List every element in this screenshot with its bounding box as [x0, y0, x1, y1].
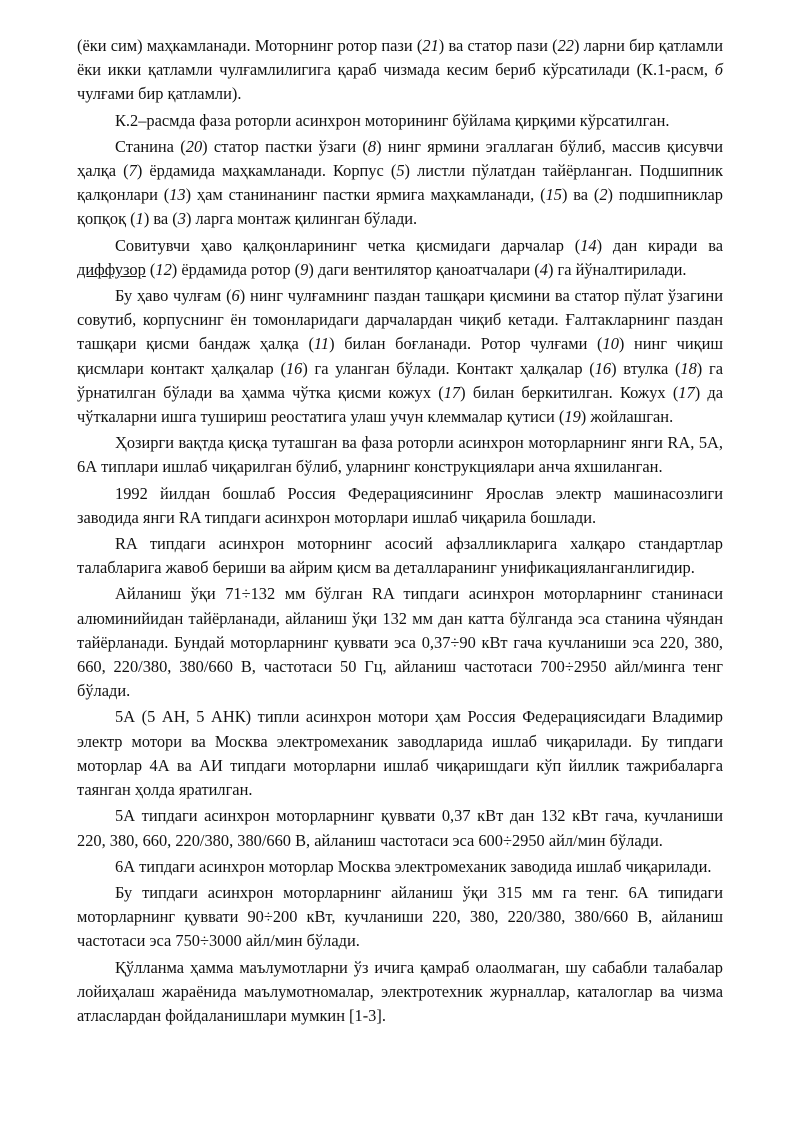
document-page: [77, 34, 723, 1028]
text-run: ) подшипниклар қопқоқ (: [77, 185, 723, 229]
reference-number: 14: [580, 235, 597, 255]
reference-number: 15: [545, 185, 562, 205]
text-run: ) ларга монтаж қилинган бўлади.: [185, 209, 418, 229]
reference-number: 3: [177, 209, 186, 229]
reference-number: 20: [185, 136, 203, 156]
text-run: RA типдаги асинхрон моторнинг асосий афзалликларига халқаро стандартлар талабларига жавоб бериши ва айрим қисм ва деталларанинг унификацияланганлигидир.: [77, 534, 723, 578]
text-run: К.2–расмда фаза роторли асинхрон моторининг бўйлама қирқими кўрсатилган.: [115, 110, 670, 130]
text-run: ) втулка (: [611, 358, 681, 378]
text-run: ) билан беркитилган. Кожух (: [460, 382, 679, 402]
reference-number: 19: [564, 407, 581, 427]
text-run: ) да чўткаларни ишга тушириш реостатига улаш учун клеммалар қутиси (: [77, 382, 724, 427]
reference-number: 10: [602, 334, 619, 354]
reference-number: 17: [443, 382, 461, 402]
paragraph: [77, 582, 723, 703]
text-run: 5А (5 АН, 5 АНК) типли асинхрон мотори ҳам Россия Федерациясидаги Владимир электр мотори ва Москва электромеханик заводларида ишлаб чиқарилади. Бу типдаги моторлар 4А ва АИ типдаги моторларни ишлаб чиқаришдаги кўп йиллик тажрибаларга таянган ҳолда яратилган.: [77, 707, 723, 800]
paragraph: [77, 956, 723, 1029]
text-run: ) га ўрнатилган бўлади ва ҳамма чўтка қисми кожух (: [77, 358, 723, 402]
text-run: (: [145, 259, 156, 279]
reference-number: 18: [680, 358, 697, 378]
text-run: ) ҳам станинанинг пастки ярмига маҳкамланади, (: [185, 185, 546, 205]
paragraph: [77, 135, 723, 232]
text-run: ) статор пастки ўзаги (: [202, 136, 368, 156]
text-run: ) га йўналтирилади.: [547, 259, 687, 279]
text-run: 6А типдаги асинхрон моторлар Москва электромеханик заводида ишлаб чиқарилади.: [115, 856, 712, 876]
text-run: ) даги вентилятор қаноатчалари (: [308, 259, 540, 279]
text-run: ) жойлашган.: [580, 407, 674, 427]
reference-number: 13: [169, 185, 186, 205]
paragraph: [77, 431, 723, 479]
text-run: ) ёрдамида ротор (: [171, 259, 301, 279]
reference-number: 2: [599, 185, 608, 205]
reference-number: 12: [155, 259, 172, 279]
reference-number: 16: [594, 358, 612, 378]
text-run: ) нинг чиқиш қисмлари контакт ҳалқалар (: [77, 334, 723, 378]
paragraph: [77, 284, 723, 429]
text-run: Айланиш ўқи 71÷132 мм бўлган RA типдаги асинхрон моторларнинг станинаси алюминийидан тайёрланади, айланиш ўқи 132 мм дан катта бўлганда эса станина чўяндан тайёрланади. Бундай моторларнинг қуввати эса 0,37÷90 кВт гача кучланиши эса 220, 380, 660, 220/380, 380/660 В, частотаси 50 Гц, айланиш частотаси 700÷2950 айл/минга тенг бўлади.: [77, 584, 723, 701]
paragraph: [77, 804, 723, 852]
reference-number: 22: [557, 36, 574, 55]
text-run: 5А типдаги асинхрон моторларнинг қуввати 0,37 кВт дан 132 кВт гача, кучланиши 220, 380, 660, 220/380, 380/660 В, айланиш частотаси эса 600÷2950 айл/мин бўлади.: [77, 806, 723, 850]
reference-number: 17: [678, 382, 695, 402]
text-run: ) ёрдамида маҳкамланади. Корпус (: [136, 161, 397, 181]
reference-number: 4: [539, 259, 548, 279]
text-run: ) нинг чулғамнинг паздан ташқари қисмини ва статор пўлат ўзагини совутиб, корпуснинг ён томонларидаги дарчалардан чиқиб кетади. Ғалтакларнинг паздан ташқари қисми бандаж ҳалқа (: [77, 286, 723, 354]
text-run: Бу типдаги асинхрон моторларнинг айланиш ўқи 315 мм га тенг. 6А типидаги моторларнинг қуввати 90÷200 кВт, кучланиши 220, 380, 220/380, 380/660 В, айланиш частотаси эса 750÷3000 айл/мин бўлади.: [77, 882, 723, 951]
text-run: Бу ҳаво чулғам (: [115, 286, 232, 306]
text-run: ) ларни бир қатламли ёки икки қатламли чулғамлилигига қараб чизмада кесим бериб кўрсатилади (К.1-расм,: [77, 36, 723, 80]
text-run: 1992 йилдан бошлаб Россия Федерациясининг Ярослав электр машинасозлиги заводида янги RA типдаги асинхрон моторлари ишлаб чиқарила бошлади.: [77, 483, 723, 527]
paragraph: [77, 705, 723, 802]
reference-number: 16: [285, 358, 303, 378]
reference-number: 8: [367, 136, 377, 156]
reference-number: 7: [128, 161, 137, 181]
reference-number: 5: [396, 161, 405, 181]
text-run: ) дан киради ва: [596, 235, 723, 255]
paragraph: [77, 34, 723, 107]
paragraph: [77, 881, 723, 954]
reference-number: 21: [422, 36, 439, 55]
text-run: Станина (: [115, 136, 186, 156]
text-run: ) ва (: [561, 185, 600, 205]
underlined-term: диффузор: [77, 259, 146, 279]
paragraph: [77, 234, 723, 282]
text-run: Ҳозирги вақтда қисқа туташган ва фаза роторли асинхрон моторларнинг янги RA, 5А, 6А типлари ишлаб чиқарилган бўлиб, уларнинг конструкциялари анча яхшиланган.: [77, 433, 723, 477]
text-run: Қўлланма ҳамма маълумотларни ўз ичига қамраб олаолмаган, шу сабабли талабалар лойиҳалаш жараёнида маълумотномалар, электротехник журналлар, каталоглар ва чизма атласлардан фойдаланишлари мумкин [1-3].: [77, 957, 723, 1025]
text-run: ) листли пўлатдан тайёрланган. Подшипник қалқонлари (: [77, 161, 724, 205]
reference-number: 1: [135, 209, 144, 229]
paragraph: [77, 482, 723, 530]
text-run: ) билан боғланади. Ротор чулғами (: [329, 334, 603, 354]
paragraph: [77, 109, 723, 133]
reference-number: б: [714, 60, 723, 80]
text-run: чулғами бир қатламли).: [77, 84, 242, 104]
text-run: Совитувчи ҳаво қалқонларининг четка қисмидаги дарчалар (: [115, 235, 581, 255]
reference-number: 11: [313, 334, 330, 354]
text-run: ) га уланган бўлади. Контакт ҳалқалар (: [302, 358, 595, 378]
text-run: ) ва статор пази (: [438, 36, 558, 55]
text-run: ) ва (: [143, 209, 178, 229]
paragraph: [77, 532, 723, 580]
text-run: ) нинг ярмини эгаллаган бўлиб, массив қисувчи ҳалқа (: [77, 136, 723, 181]
reference-number: 9: [300, 259, 309, 279]
paragraph: [77, 855, 723, 879]
reference-number: 6: [231, 286, 240, 306]
text-run: (ёки сим) маҳкамланади. Моторнинг ротор пази (: [77, 36, 423, 55]
